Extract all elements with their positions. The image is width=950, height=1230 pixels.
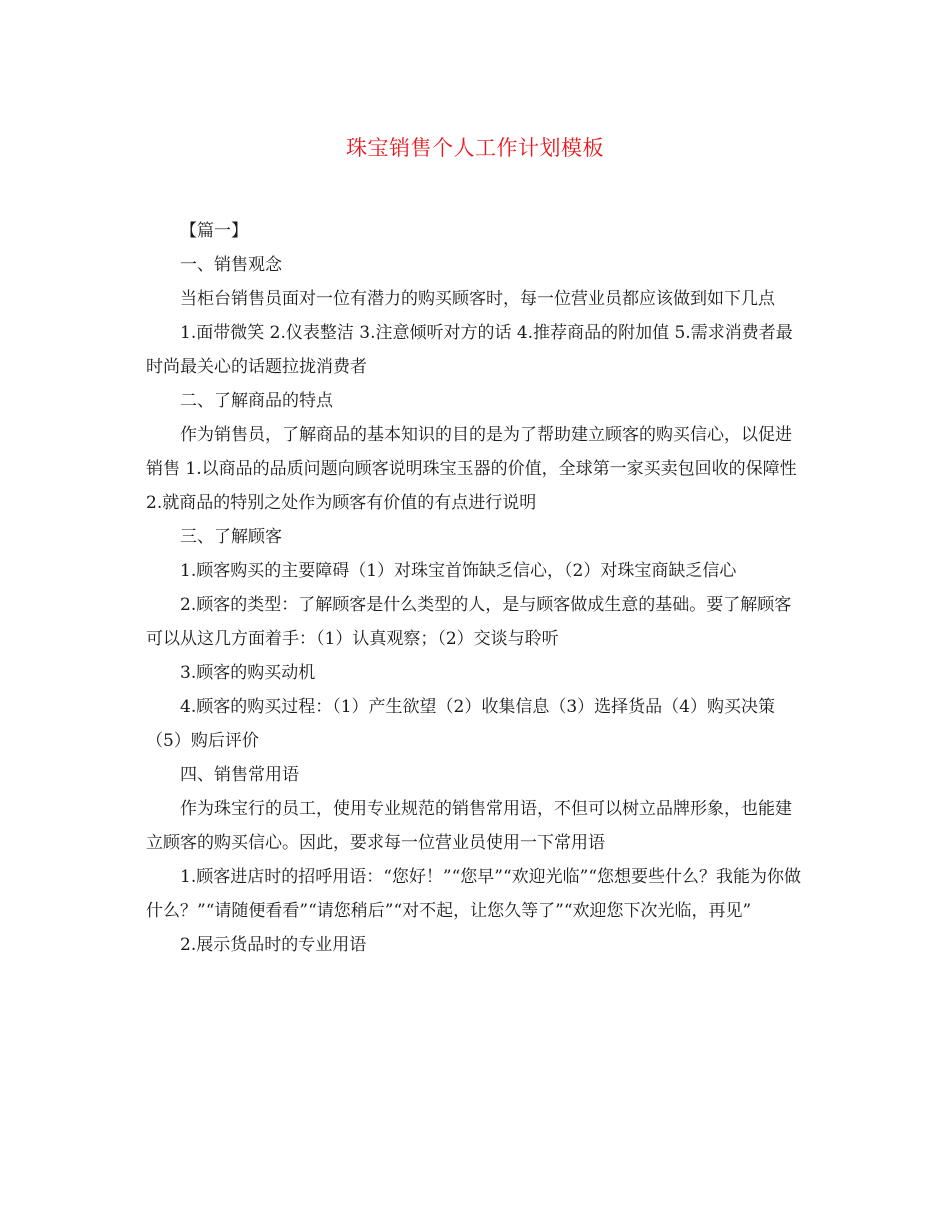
paragraph: 1.顾客购买的主要障碍（1）对珠宝首饰缺乏信心，（2）对珠宝商缺乏信心 (180, 561, 737, 581)
heading-sales-phrases: 四、销售常用语 (180, 765, 299, 785)
paragraph: 2.展示货品时的专业用语 (180, 935, 367, 955)
paragraph: 2.顾客的类型：了解顾客是什么类型的人，是与顾客做成生意的基础。要了解顾客可以从这几方面着手：（1）认真观察；（2）交谈与聆听 (146, 595, 792, 649)
heading-product-features: 二、了解商品的特点 (180, 391, 333, 411)
paragraph: 1.顾客进店时的招呼用语：“您好！”“您早”“欢迎光临”“您想要些什么？我能为你做什么？”“请随便看看”“请您稍后”“对不起，让您久等了”“欢迎您下次光临，再见” (146, 867, 802, 921)
document-title: 珠宝销售个人工作计划模板 (346, 136, 604, 160)
section-label-part-one: 【篇一】 (180, 221, 248, 241)
paragraph: 当柜台销售员面对一位有潜力的购买顾客时，每一位营业员都应该做到如下几点 (180, 289, 775, 309)
paragraph: 作为销售员，了解商品的基本知识的目的是为了帮助建立顾客的购买信心，以促进销售 1.以商品的品质问题向顾客说明珠宝玉器的价值，全球第一家买卖包回收的保障性 2.就商品的特别之处作为顾客有价值的有点进行说明 (146, 425, 797, 513)
heading-know-customers: 三、了解顾客 (180, 527, 282, 547)
paragraph: 4.顾客的购买过程：（1）产生欲望（2）收集信息（3）选择货品（4）购买决策（5）购后评价 (146, 697, 775, 751)
document-body (146, 214, 802, 962)
paragraph: 1.面带微笑 2.仪表整洁 3.注意倾听对方的话 4.推荐商品的附加值 5.需求消费者最时尚最关心的话题拉拢消费者 (146, 323, 793, 377)
paragraph: 3.顾客的购买动机 (180, 663, 316, 683)
paragraph: 作为珠宝行的员工，使用专业规范的销售常用语，不但可以树立品牌形象，也能建立顾客的购买信心。因此，要求每一位营业员使用一下常用语 (146, 799, 792, 853)
heading-sales-concept: 一、销售观念 (180, 255, 282, 275)
